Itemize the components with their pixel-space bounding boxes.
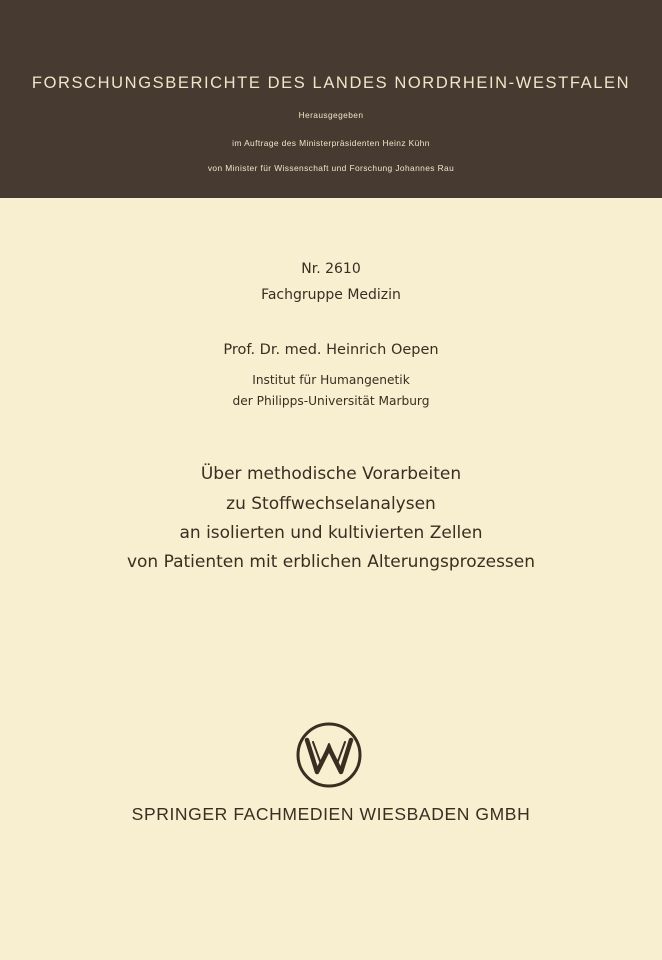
commissioner-line: im Auftrage des Ministerpräsidenten Heinz Kühn bbox=[232, 138, 430, 148]
book-title-line-4: von Patienten mit erblichen Alterungsprozessen bbox=[126, 552, 536, 572]
report-number: Nr. 2610 bbox=[301, 261, 361, 277]
series-title: FORSCHUNGSBERICHTE DES LANDES NORDRHEIN-WESTFALEN bbox=[31, 74, 631, 92]
author-name: Prof. Dr. med. Heinrich Oepen bbox=[223, 342, 439, 358]
westdeutscher-verlag-w-logo-icon bbox=[294, 720, 364, 790]
editor-label: Herausgegeben bbox=[298, 110, 364, 120]
publisher-name: SPRINGER FACHMEDIEN WIESBADEN GMBH bbox=[131, 804, 531, 824]
header-band bbox=[0, 0, 662, 198]
minister-line: von Minister für Wissenschaft und Forschung Johannes Rau bbox=[207, 163, 455, 173]
institute-line-2: der Philipps-Universität Marburg bbox=[232, 394, 430, 408]
book-title-line-3: an isolierten und kultivierten Zellen bbox=[179, 523, 483, 543]
book-title-line-1: Über methodische Vorarbeiten bbox=[200, 464, 462, 484]
subject-group: Fachgruppe Medizin bbox=[261, 287, 401, 303]
institute-line-1: Institut für Humangenetik bbox=[252, 373, 410, 387]
book-title-line-2: zu Stoffwechselanalysen bbox=[226, 494, 436, 514]
